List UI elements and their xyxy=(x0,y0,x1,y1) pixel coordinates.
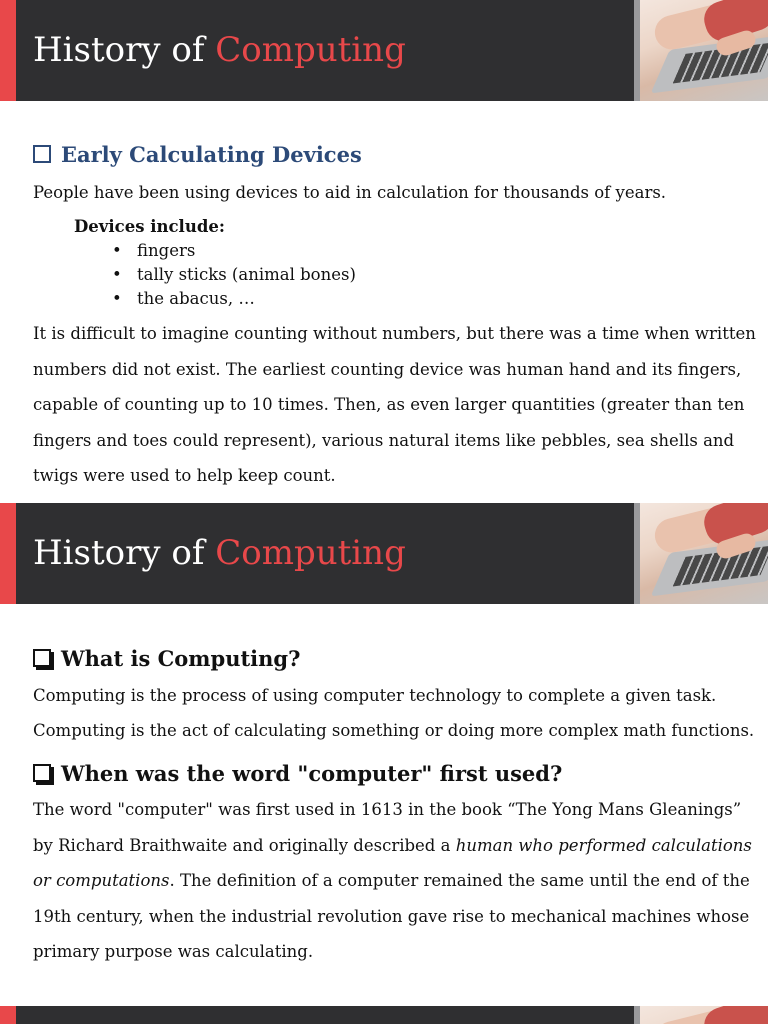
devices-label: Devices include: xyxy=(74,217,225,236)
definition-line-1: Computing is the process of using computer technology to complete a given task. xyxy=(33,686,717,705)
devices-list xyxy=(112,241,356,313)
checkbox-bullet-icon xyxy=(33,764,51,782)
definition-line-2: Computing is the act of calculating something or doing more complex math functions. xyxy=(33,721,755,740)
paragraph-line: twigs were used to help keep count. xyxy=(33,466,336,485)
intro-text: People have been using devices to aid in calculation for thousands of years. xyxy=(33,183,667,202)
slide-1-title xyxy=(33,30,406,70)
paragraph-line: The word "computer" was first used in 1613 in the book “The Yong Mans Gleanings” xyxy=(33,800,742,819)
list-item: • fingers xyxy=(112,241,356,265)
paragraph-line: It is difficult to imagine counting without numbers, but there was a time when written xyxy=(33,324,756,343)
header-photo-typing-laptop xyxy=(634,0,768,101)
word-computer-paragraph xyxy=(33,800,758,978)
title-prefix: History of xyxy=(33,30,205,70)
list-item: • tally sticks (animal bones) xyxy=(112,265,356,289)
header-accent-bar xyxy=(0,0,16,101)
checkbox-bullet-icon xyxy=(33,145,51,163)
paragraph-line: primary purpose was calculating. xyxy=(33,942,314,961)
header-accent-bar xyxy=(0,503,16,604)
header-photo-typing-laptop xyxy=(634,1006,768,1024)
slide-1-header xyxy=(0,0,768,101)
title-highlight: Computing xyxy=(215,533,406,573)
header-accent-bar xyxy=(0,1006,16,1024)
slide-3-header xyxy=(0,1006,768,1024)
paragraph-line: 19th century, when the industrial revolution gave rise to mechanical machines whose xyxy=(33,906,750,926)
paragraph-line: capable of counting up to 10 times. Then, as even larger quantities (greater than ten xyxy=(33,395,745,414)
paragraph-line: numbers did not exist. The earliest counting device was human hand and its fingers, xyxy=(33,359,742,379)
italic-phrase: or computations xyxy=(33,871,170,890)
section-title-early-devices: Early Calculating Devices xyxy=(33,142,362,167)
slide-2-header xyxy=(0,503,768,604)
counting-paragraph xyxy=(33,324,758,502)
section-title-word-computer: When was the word "computer" first used? xyxy=(33,761,562,786)
header-photo-typing-laptop xyxy=(634,503,768,604)
title-highlight: Computing xyxy=(215,30,406,70)
title-prefix: History of xyxy=(33,533,205,573)
paragraph-line: or computations. The definition of a computer remained the same until the end of the xyxy=(33,871,750,890)
paragraph-line: by Richard Braithwaite and originally described a human who performed calculations xyxy=(33,835,752,855)
checkbox-bullet-icon xyxy=(33,649,51,667)
paragraph-line: fingers and toes could represent), various natural items like pebbles, sea shells and xyxy=(33,430,735,450)
list-item: • the abacus, … xyxy=(112,289,356,313)
section-title-what-is-computing: What is Computing? xyxy=(33,646,300,671)
slide-2-title xyxy=(33,533,406,573)
italic-phrase: human who performed calculations xyxy=(455,835,752,855)
